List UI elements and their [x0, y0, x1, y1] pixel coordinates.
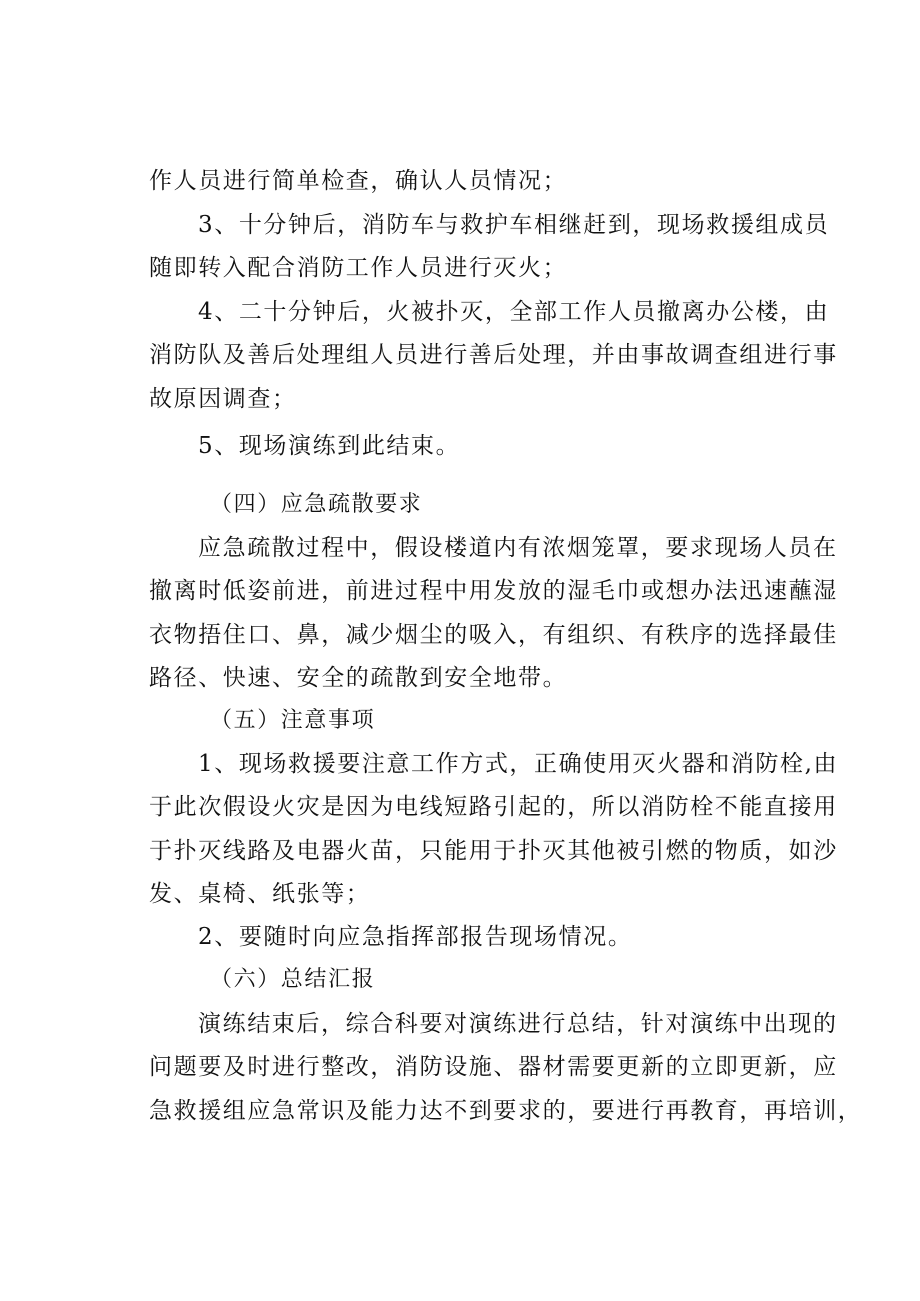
section-heading: （四）应急疏散要求 — [210, 492, 423, 517]
paragraph-line: 5、现场演练到此结束。 — [198, 433, 461, 459]
paragraph-line: 问题要及时进行整改，消防设施、器材需要更新的立即更新，应 — [149, 1054, 838, 1080]
paragraph-line: 故原因调查； — [149, 386, 297, 412]
paragraph-line: 撤离时低姿前进，前进过程中用发放的湿毛巾或想办法迅速蘸湿 — [149, 578, 838, 604]
section-heading: （六）总结汇报 — [210, 967, 376, 992]
paragraph-line: 于扑灭线路及电器火苗，只能用于扑灭其他被引燃的物质，如沙 — [149, 838, 838, 864]
paragraph-line: 随即转入配合消防工作人员进行灭火； — [149, 255, 568, 281]
paragraph-line: 1、现场救援要注意工作方式，正确使用灭火器和消防栓,由 — [198, 751, 839, 777]
paragraph-line: 4、二十分钟后，火被扑灭，全部工作人员撤离办公楼，由 — [198, 299, 830, 325]
paragraph-line: 应急疏散过程中，假设楼道内有浓烟笼罩，要求现场人员在 — [198, 535, 838, 561]
paragraph-line: 演练结束后，综合科要对演练进行总结，针对演练中出现的 — [198, 1011, 838, 1037]
section-heading: （五）注意事项 — [210, 708, 376, 733]
paragraph-line: 作人员进行简单检查，确认人员情况； — [149, 168, 568, 194]
paragraph-line: 急救援组应急常识及能力达不到要求的，要进行再教育，再培训， — [149, 1098, 863, 1124]
paragraph-line: 3、十分钟后，消防车与救护车相继赶到，现场救援组成员 — [198, 212, 830, 238]
paragraph-line: 路径、快速、安全的疏散到安全地带。 — [149, 665, 568, 691]
paragraph-line: 衣物捂住口、鼻，减少烟尘的吸入，有组织、有秩序的选择最佳 — [149, 622, 838, 648]
paragraph-line: 消防队及善后处理组人员进行善后处理，并由事故调查组进行事 — [149, 342, 838, 368]
paragraph-line: 发、桌椅、纸张等； — [149, 881, 371, 907]
paragraph-line: 于此次假设火灾是因为电线短路引起的，所以消防栓不能直接用 — [149, 794, 838, 820]
paragraph-line: 2、要随时向应急指挥部报告现场情况。 — [198, 924, 633, 950]
